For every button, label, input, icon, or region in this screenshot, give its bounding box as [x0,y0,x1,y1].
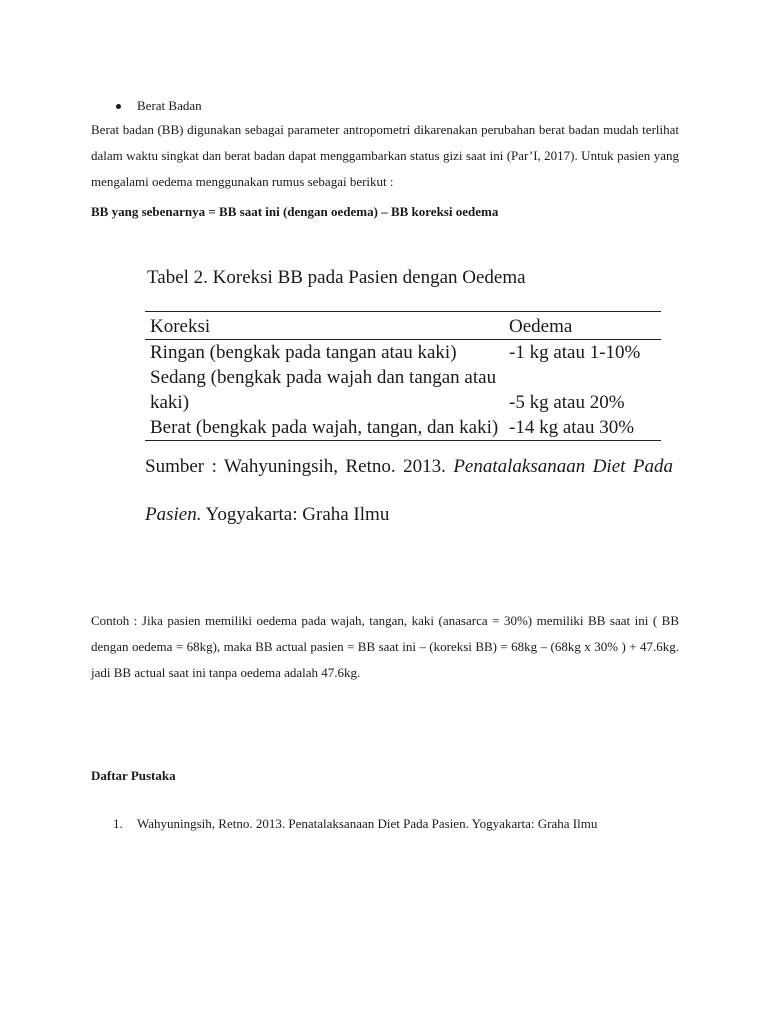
table-header-oedema: Oedema [504,312,661,340]
example-paragraph: Contoh : Jika pasien memiliki oedema pada wajah, tangan, kaki (anasarca = 30%) memiliki BB saat ini ( BB dengan oedema = 68kg), maka BB actual pasien = BB saat ini – (koreksi BB) = 68kg – (68kg x 30% ) + 47.6kg. jadi BB actual saat ini tanpa oedema adalah 47.6kg. [91,613,679,680]
table-cell: -5 kg atau 20% [509,392,625,413]
source-suffix: Yogyakarta: Graha Ilmu [205,504,390,525]
references-title: Daftar Pustaka [91,768,176,783]
table-cell: Berat (bengkak pada wajah, tangan, dan kaki) [145,415,504,441]
table-cell: -1 kg atau 1-10% [509,342,641,363]
formula-text: BB yang sebenarnya = BB saat ini (dengan oedema) – BB koreksi oedema [91,204,499,219]
bullet-icon [116,104,121,109]
paragraph-berat-badan: Berat badan (BB) digunakan sebagai parameter antropometri dikarenakan perubahan berat badan mudah terlihat dalam waktu singkat dan berat badan dapat menggambarkan status gizi saat ini (Par’I, 2017). Untuk pasien yang mengalami oedema menggunakan rumus sebagai berikut : [91,122,679,189]
table-row [145,415,661,441]
correction-table [145,311,661,441]
table-cell: -14 kg atau 30% [504,415,661,441]
source-prefix: Sumber : Wahyuningsih, Retno. 2013. [145,456,446,477]
table-row [145,365,661,415]
table-source [145,443,673,539]
table-header-koreksi: Koreksi [145,312,504,340]
reference-number: 1. [113,816,123,831]
table-row [145,340,661,366]
table-block [145,263,675,539]
bullet-item [116,93,202,119]
table-cell: Ringan (bengkak pada tangan atau kaki) [150,342,457,363]
bullet-text: Berat Badan [137,98,202,113]
source-italic-title: Penatalaksanaan Diet Pada Pasien. [145,456,673,525]
reference-item [113,816,597,832]
table-title: Tabel 2. Koreksi BB pada Pasien dengan Oedema [147,267,526,288]
table-cell: Sedang (bengkak pada wajah dan tangan atau kaki) [150,367,497,413]
reference-text: Wahyuningsih, Retno. 2013. Penatalaksanaan Diet Pada Pasien. Yogyakarta: Graha Ilmu [137,816,598,831]
